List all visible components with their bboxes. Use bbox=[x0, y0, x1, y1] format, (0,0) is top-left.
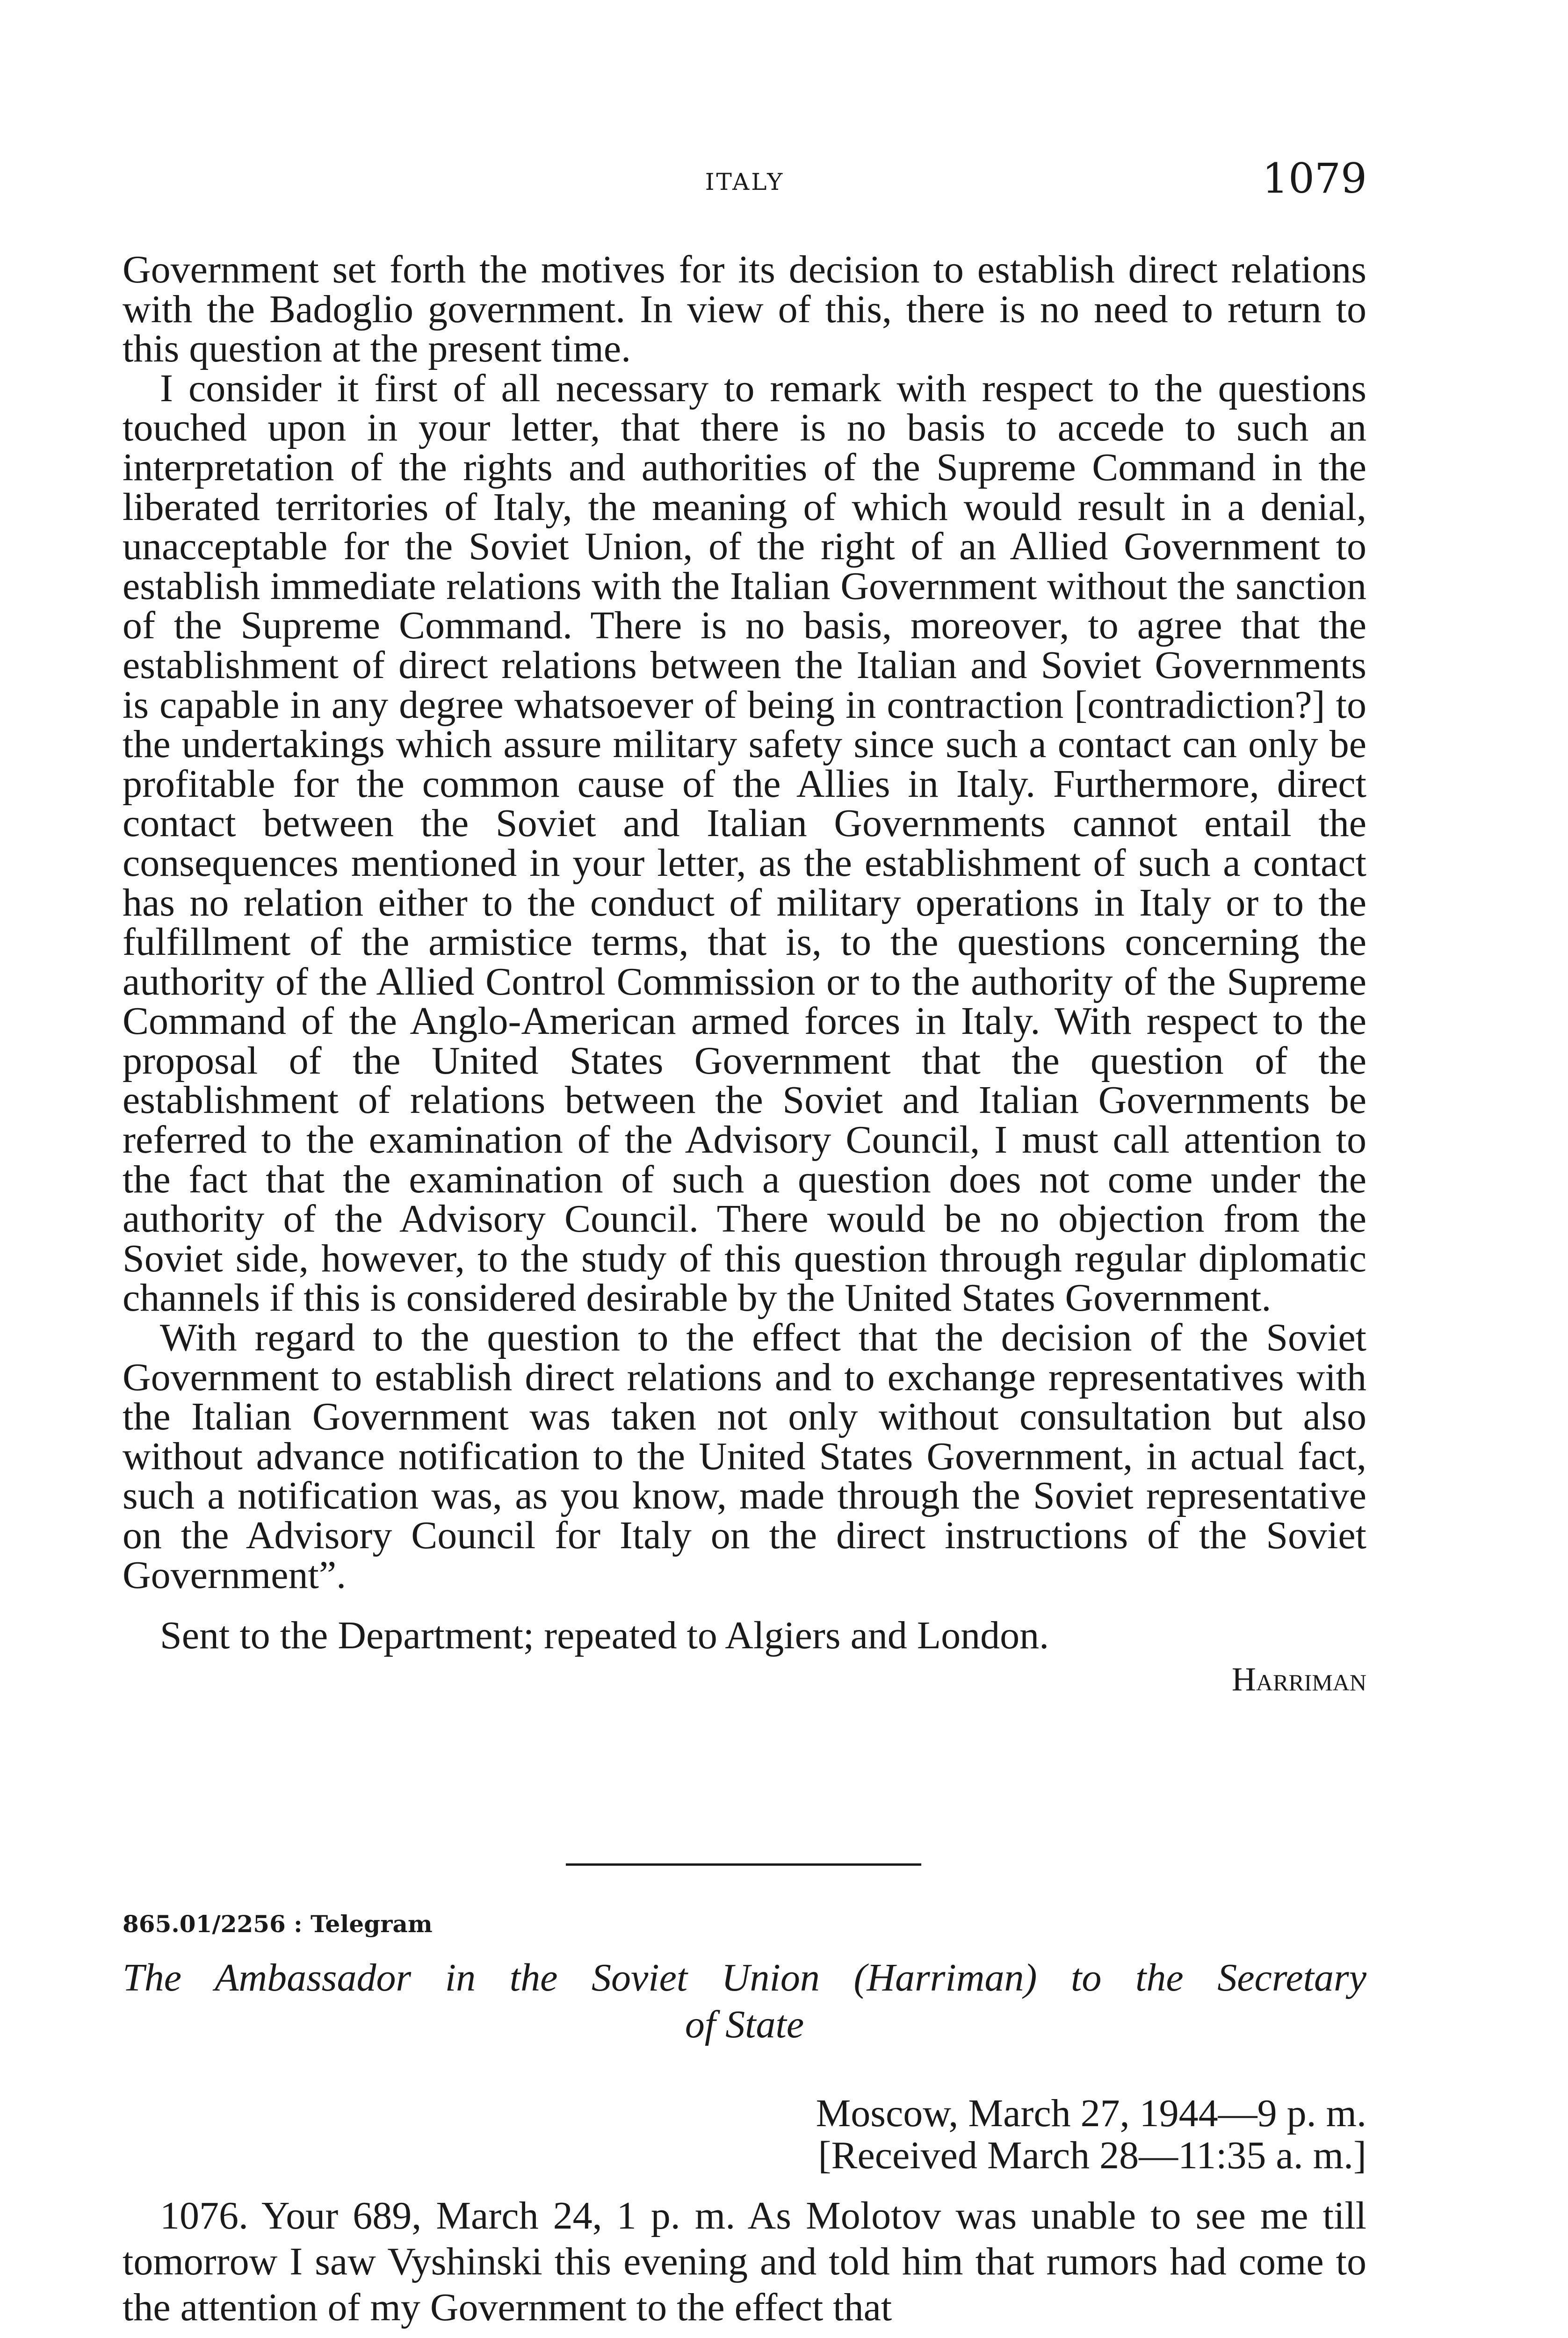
page-header bbox=[123, 154, 1367, 210]
running-head: ITALY bbox=[705, 168, 785, 195]
letter-body bbox=[123, 250, 1366, 1703]
paragraph-4: Sent to the Department; repeated to Algiers and London. bbox=[160, 1614, 1049, 1658]
dateline-block bbox=[816, 2093, 1366, 2177]
dateline: Moscow, March 27, 1944—9 p. m. bbox=[816, 2092, 1366, 2135]
telegram-paragraph: 1076. Your 689, March 24, 1 p. m. As Molotov was unable to see me till tomorrow I saw Vyshinski this evening and told him that rumors had come to the attention of my Government to the effect that bbox=[123, 2194, 1366, 2329]
paragraph-2: I consider it first of all necessary to remark with respect to the questions touched upon in your letter, that there is no basis to accede to such an interpretation of the rights and authorities of the Supreme Command in the liberated territories of Italy, the meaning of which would result in a denial, unacceptable for the Soviet Union, of the right of an Allied Government to establish immediate relations with the Italian Government without the sanction of the Supreme Command. There is no basis, moreover, to agree that the establishment of direct relations between the Italian and Soviet Governments is capable in any degree whatsoever of being in contraction [contradiction?] to the undertakings which assure military safety since such a contact can only be profitable for the common cause of the Allies in Italy. Furthermore, direct contact between the Soviet and Italian Governments cannot entail the consequences mentioned in your letter, as the establishment of such a contact has no relation either to the conduct of military operations in Italy or to the fulfillment of the armistice terms, that is, to the questions concerning the authority of the Allied Control Commission or to the authority of the Supreme Command of the Anglo-American armed forces in Italy. With respect to the proposal of the United States Government that the question of the establishment of relations between the Soviet and Italian Governments be referred to the examination of the Advisory Council, I must call attention to the fact that the examination of such a question does not come under the authority of the Advisory Council. There would be no objection from the Soviet side, however, to the study of this question through regular diplomatic channels if this is considered desirable by the United States Government. bbox=[123, 366, 1366, 1320]
paragraph-1: Government set forth the motives for its decision to establish direct relations with the Badoglio government. In view of this, there is no need to return to this question at the present time. bbox=[123, 248, 1366, 371]
file-reference: 865.01/2256 : Telegram bbox=[123, 1910, 433, 1938]
document-title-line-2: of State bbox=[685, 2003, 804, 2046]
document-title-line-1: The Ambassador in the Soviet Union (Harriman) to the Secretary bbox=[123, 1956, 1366, 1999]
document-title bbox=[123, 1955, 1366, 2048]
section-divider bbox=[566, 1863, 921, 1866]
telegram-body bbox=[123, 2193, 1366, 2331]
signature: Harriman bbox=[1231, 1660, 1366, 1698]
page-number: 1079 bbox=[1262, 154, 1367, 202]
paragraph-3: With regard to the question to the effect that the decision of the Soviet Government to establish direct relations and to exchange representatives with the Italian Government was taken not only without consultation but also without advance notification to the United States Government, in actual fact, such a notification was, as you know, made through the Soviet representative on the Advisory Council for Italy on the direct instructions of the Soviet Government”. bbox=[123, 1316, 1366, 1597]
received-note: [Received March 28—11:35 a. m.] bbox=[818, 2134, 1366, 2177]
